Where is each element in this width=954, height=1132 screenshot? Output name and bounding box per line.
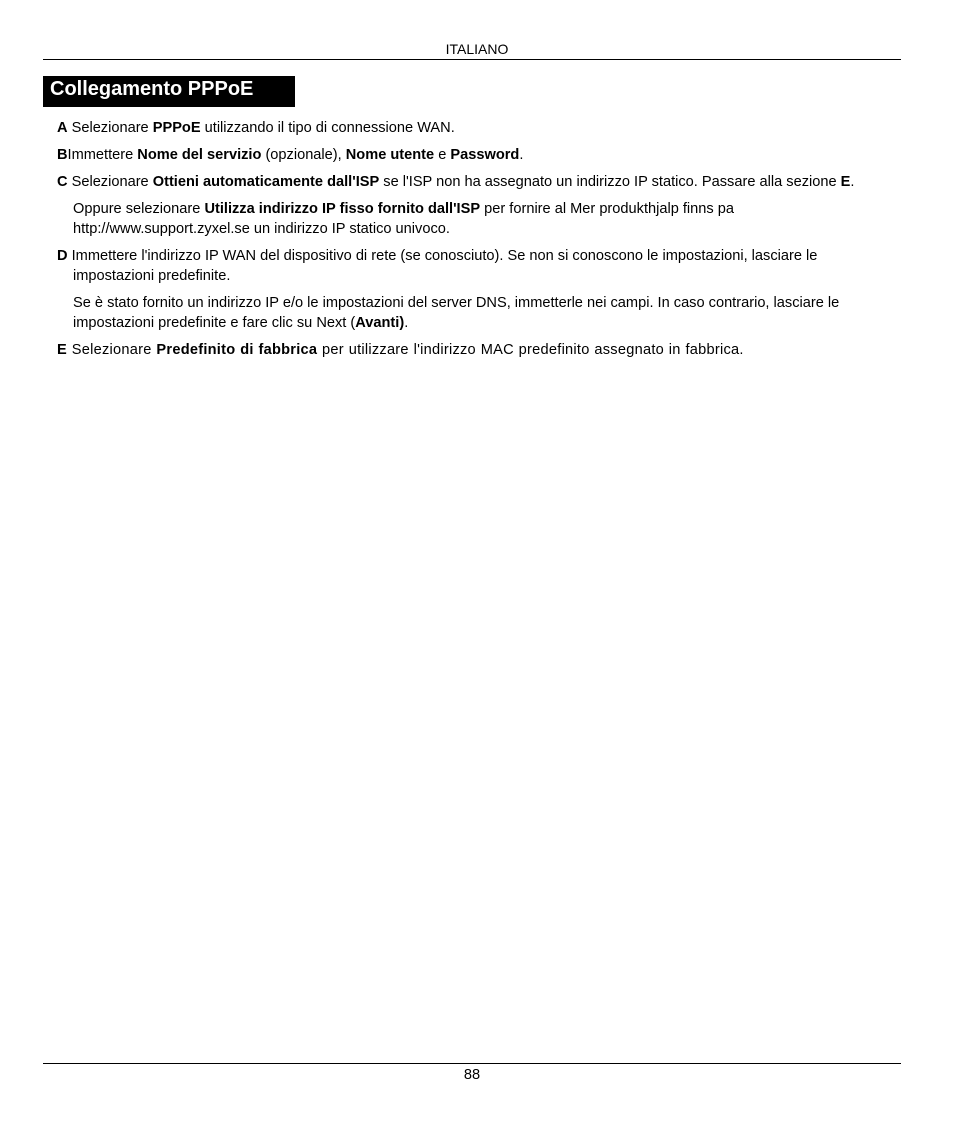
step-d-note xyxy=(57,293,902,333)
step-b xyxy=(57,145,902,165)
step-c-letter: C xyxy=(57,174,68,190)
step-c xyxy=(57,172,902,192)
step-d-letter: D xyxy=(57,248,68,264)
step-e-text-1: Selezionare xyxy=(66,342,157,358)
step-d-note-text-1: Se è stato fornito un indirizzo IP e/o le impostazioni del server DNS, immetterle nei campi. In caso contrario, lasciare le impostazioni predefinite e fare clic su Next ( xyxy=(73,295,840,331)
step-a-letter: A xyxy=(57,120,68,136)
step-a-bold-1: PPPoE xyxy=(152,120,201,136)
step-e xyxy=(57,340,902,360)
step-b-text-4: . xyxy=(519,147,524,163)
step-a-text-1: Selezionare xyxy=(67,120,153,136)
step-c-bold-1: Ottieni automaticamente dall'ISP xyxy=(152,174,380,190)
step-b-text-2: (opzionale), xyxy=(261,147,346,163)
step-b-text-3: e xyxy=(434,147,451,163)
step-c-alt-text-1: Oppure selezionare xyxy=(73,201,205,217)
step-b-letter: B xyxy=(57,147,68,163)
step-d xyxy=(57,246,902,286)
step-a xyxy=(57,118,902,138)
step-b-bold-1: Nome del servizio xyxy=(137,147,262,163)
step-c-alternative xyxy=(57,199,902,239)
step-e-text-2: per utilizzare l'indirizzo MAC predefinito assegnato in fabbrica. xyxy=(317,342,744,358)
step-c-text-1: Selezionare xyxy=(67,174,153,190)
step-b-bold-2: Nome utente xyxy=(345,147,435,163)
step-e-letter: E xyxy=(57,342,67,358)
footer-rule xyxy=(43,1063,901,1064)
step-c-text-2: se l'ISP non ha assegnato un indirizzo IP statico. Passare alla sezione xyxy=(379,174,841,190)
step-e-bold-1: Predefinito di fabbrica xyxy=(156,342,318,358)
step-d-text-1: Immettere l'indirizzo IP WAN del dispositivo di rete (se conosciuto). Se non si conoscono le impostazioni, lasciare le impostazioni predefinite. xyxy=(67,248,818,284)
step-d-note-bold-1: Avanti) xyxy=(355,315,405,331)
step-c-bold-2: E xyxy=(840,174,851,190)
page-number: 88 xyxy=(463,1067,481,1083)
header-rule xyxy=(43,59,901,60)
instructions xyxy=(57,118,902,367)
step-c-alt-text-2: per fornire al Mer produkthjalp finns pa http://www.support.zyxel.se un indirizzo IP statico univoco. xyxy=(73,201,734,237)
step-b-text-1: Immettere xyxy=(67,147,138,163)
step-d-note-text-2: . xyxy=(404,315,409,331)
step-a-text-2: utilizzando il tipo di connessione WAN. xyxy=(200,120,455,136)
step-b-bold-3: Password xyxy=(450,147,520,163)
page-header-language: ITALIANO xyxy=(445,41,509,57)
step-c-text-3: . xyxy=(850,174,855,190)
step-c-alt-bold-1: Utilizza indirizzo IP fisso fornito dall'ISP xyxy=(204,201,481,217)
section-title: Collegamento PPPoE xyxy=(43,76,295,107)
